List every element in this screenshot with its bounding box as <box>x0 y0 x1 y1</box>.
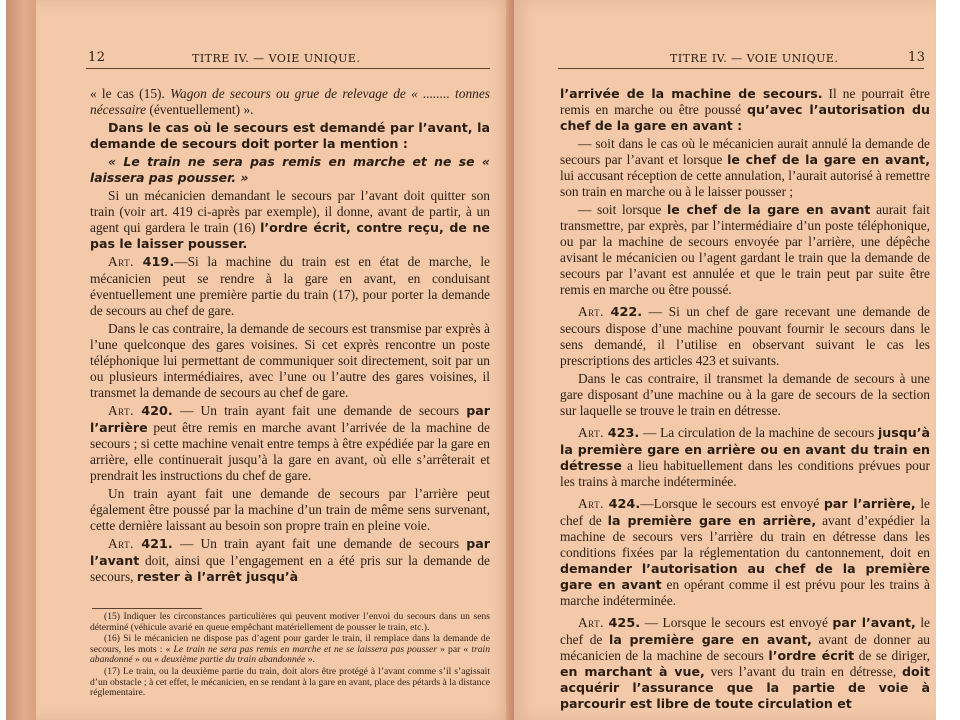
open-book <box>6 0 936 720</box>
left-header-rule <box>86 68 490 69</box>
footnote-17: (17) Le train, ou la deuxième partie du train, doit alors être protégé à l’avant comme s’il s’agissait d’un obstacle ; à cet effet, le mécanicien, en se rendant à la gare en avant, place des pétards à la distance réglementaire. <box>90 665 490 699</box>
left-header-title: TITRE IV. — VOIE UNIQUE. <box>192 52 361 65</box>
paragraph: Dans le cas contraire, il transmet la demande de secours à une gare disposant d’une machine ou à la gare de secours de la section sur laquelle se trouve le train en détresse. <box>560 371 930 418</box>
paragraph: Un train ayant fait une demande de secours par l’arrière peut également être poussé par la machine d’un train de même sens survenant, cette dernière laissant au besoin son propre train en pleine voie. <box>90 486 490 533</box>
right-body-text <box>560 86 930 714</box>
article-419: Art. 419.—Si la machine du train est en état de marche, le mécanicien peut se rendre à la gare en avant, en conduisant éventuellement une première partie du train (17), pour porter la demande de secours au chef de gare. <box>90 254 490 318</box>
footnote-rule <box>92 608 202 609</box>
footnotes <box>90 612 490 700</box>
right-page-number: 13 <box>908 50 926 65</box>
article-424: Art. 424.—Lorsque le secours est envoyé par l’arrière, le chef de la première gare en arrière, avant d’expédier la machine de secours vers l’arrière du train en détresse dans les conditions fixées par la réglementation du cantonnement, doit en demander l’autorisation au chef de la première gare en avant en opérant comme il est prévu pour les trains à marche indéterminée. <box>560 496 930 608</box>
paragraph: Dans le cas contraire, la demande de secours est transmise par exprès à l’une quelconque des gares voisines. Si cet exprès rencontre un poste téléphonique lui permettant de communiquer soit directement, soit par un ou plusieurs intermédiaires, avec l’une ou l’autre des gares voisines, il transmet la demande de secours au chef de gare. <box>90 321 490 400</box>
paragraph: l’arrivée de la machine de secours. Il ne pourrait être remis en marche ou être poussé qu’avec l’autorisation du chef de la gare en avant : <box>560 86 930 133</box>
paragraph: Dans le cas où le secours est demandé par l’avant, la demande de secours doit porter la mention : <box>90 120 490 151</box>
article-421: Art. 421. — Un train ayant fait une demande de secours par l’avant doit, ainsi que l’engagement en a été pris sur la demande de secours, rester à l’arrêt jusqu’à <box>90 536 490 584</box>
book-edge <box>6 0 36 720</box>
article-425: Art. 425. — Lorsque le secours est envoyé par l’avant, le chef de la première gare en avant, avant de donner au mécanicien de la machine de secours l’ordre écrit de se diriger, en marchant à vue, vers l’avant du train en détresse, doit acquérir l’assurance que la partie de voie à parcourir est libre de toute circulation et <box>560 615 931 711</box>
right-page <box>514 0 936 720</box>
paragraph: « le cas (15). Wagon de secours ou grue de relevage de « ........ tonnes nécessaire (éventuellement) ». <box>90 86 490 117</box>
article-420: Art. 420. — Un train ayant fait une demande de secours par l’arrière peut être remis en marche avant l’arrivée de la machine de secours ; si cette machine venait entre temps à être expédiée par la gare en arrière, elle continuerait jusqu’à la gare en avant, où elle s’arrêterait et prendrait les instructions du chef de gare. <box>90 403 490 483</box>
article-423: Art. 423. — La circulation de la machine de secours jusqu’à la première gare en arrière ou en avant du train en détresse a lieu habituellement dans les conditions prévues pour les trains à marche indéterminée. <box>560 425 930 489</box>
left-body-text <box>90 86 490 587</box>
paragraph: — soit dans le cas où le mécanicien aurait annulé la demande de secours par l’avant et lorsque le chef de la gare en avant, lui accusant réception de cette annulation, l’aurait autorisé à remettre son train en marche ou à le laisser pousser ; <box>560 136 930 199</box>
footnote-16: (16) Si le mécanicien ne dispose pas d’agent pour garder le train, il remplace dans la demande de secours, les mots : « Le train ne sera pas remis en marche et ne se laissera pas pousser » par « train abandonné » ou « deuxième partie du train abandonnée ». <box>90 633 490 666</box>
left-page <box>36 0 512 720</box>
paragraph: Si un mécanicien demandant le secours par l’avant doit quitter son train (voir art. 419 ci-après par exemple), il donne, avant de partir, à un agent qui gardera le train (16) l’ordre écrit, contre reçu, de ne pas le laisser pousser. <box>90 188 490 251</box>
paragraph: — soit lorsque le chef de la gare en avant aurait fait transmettre, par exprès, par l’intermédiaire d’un poste téléphonique, ou par la machine de secours envoyée par l’arrière, une dépêche avisant le mécanicien ou l’agent gardant le train que la demande de secours par l’avant est annulée et que le train peut par suite être remis en marche ou être poussé. <box>560 202 931 297</box>
left-page-number: 12 <box>88 50 106 65</box>
right-header-title: TITRE IV. — VOIE UNIQUE. <box>670 52 839 65</box>
footnote-15: (15) Indiquer les circonstances particulières qui peuvent motiver l’envoi du secours dans un sens déterminé (véhicule avarié en queue empêchant matériellement de pousser le train, etc.). <box>90 611 490 633</box>
article-422: Art. 422. — Si un chef de gare recevant une demande de secours dispose d’une machine pouvant fournir le secours dans le sens demandé, il l’utilise en observant suivant le cas les prescriptions des articles 423 et suivants. <box>560 304 930 368</box>
right-header-rule <box>558 68 924 69</box>
paragraph: « Le train ne sera pas remis en marche et ne se « laissera pas pousser. » <box>90 154 490 185</box>
